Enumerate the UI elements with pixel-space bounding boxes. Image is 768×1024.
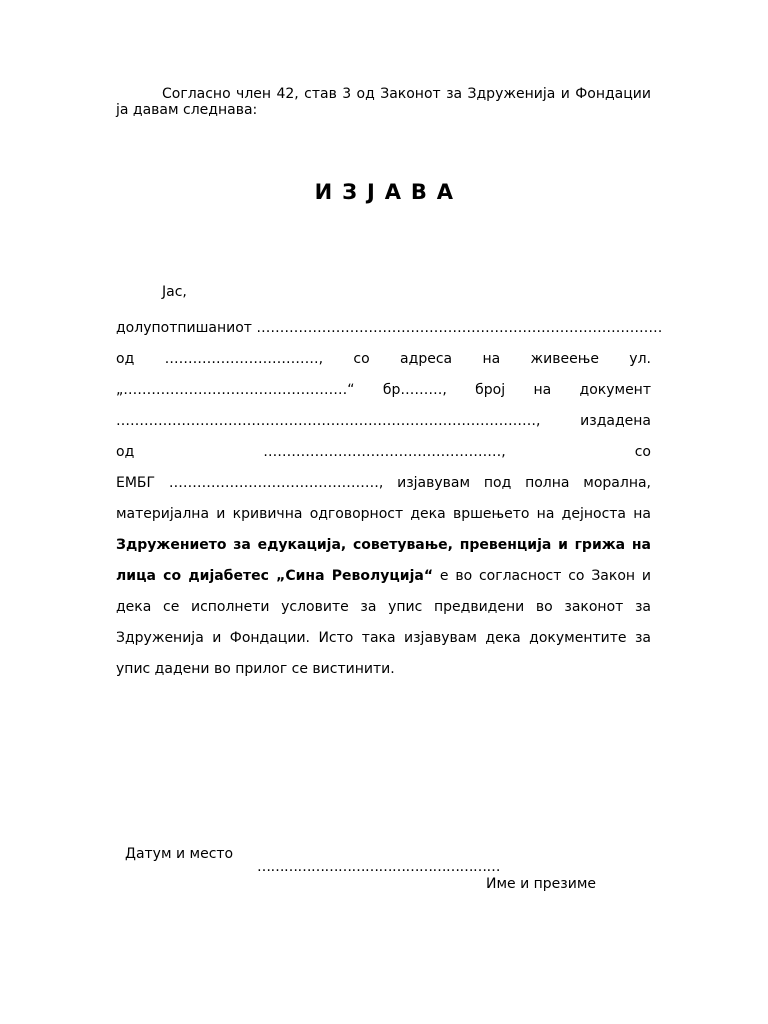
name-surname-label: Име и презиме <box>486 876 597 892</box>
body-line-9 <box>116 561 651 592</box>
signature-line: ……………………………………………… <box>257 859 500 875</box>
body-line-10: дека се исполнети условите за упис предвидени во законот за <box>116 599 651 615</box>
body-line-12: упис дадени во прилог се вистинити. <box>116 661 395 677</box>
body-line-3: „…………………………………………“ бр………, број на документ <box>116 382 651 398</box>
body-line-4: ………………………………………………………………………………, издадена <box>116 413 651 429</box>
document-title: И З Ј А В А <box>314 180 454 204</box>
intro-paragraph: Согласно член 42, став 3 од Законот за Здруженија и Фондации ја давам следнава: <box>116 86 651 118</box>
body-line-1: долупотпишаниот …………………………………………………………………………… <box>116 320 663 336</box>
body-line-7: материјална и кривична одговорност дека вршењето на дејноста на <box>116 506 651 522</box>
declaration-body <box>116 313 663 685</box>
body-line-11: Здруженија и Фондации. Исто така изјавувам дека документите за <box>116 630 651 646</box>
organization-name: лица со дијабетес „Сина Револуција“ <box>116 568 434 584</box>
body-line-6: ЕМБГ ………………………………………, изјавувам под полна морална, <box>116 475 651 491</box>
greeting-text: Јас, <box>162 284 187 300</box>
body-line-5: од ……………………………………………, со <box>116 444 651 460</box>
body-line-9-rest: е во согласност со Закон и <box>433 568 651 584</box>
body-line-8-organization: Здружението за едукација, советување, превенција и грижа на <box>116 537 651 553</box>
body-line-2: од ……………………………, со адреса на живеење ул. <box>116 351 651 367</box>
date-place-label: Датум и место <box>125 846 234 862</box>
